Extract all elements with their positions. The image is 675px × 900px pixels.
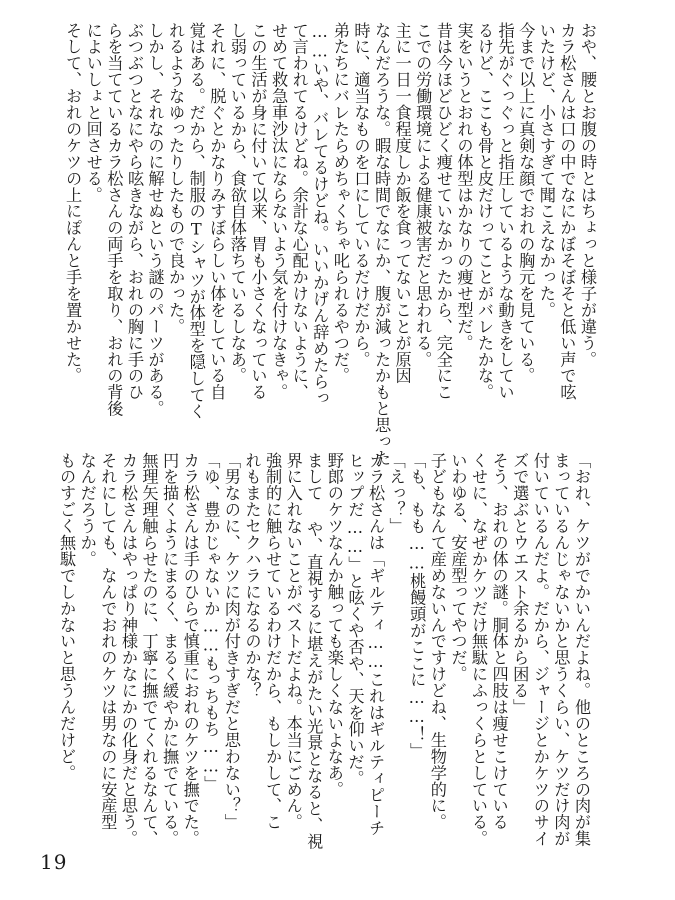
page-number: 19	[40, 850, 68, 874]
text-line: 「も、もも……桃饅頭がここに……！」	[407, 452, 427, 760]
text-line: 界に入れないことがベストだよね。本当にごめん。	[283, 452, 303, 831]
text-line: カラ松さんは口の中でなにかぼそぼそと低い声で呟	[557, 22, 577, 401]
text-line: なんだろうか。	[77, 452, 97, 568]
text-line: そう、おれの体の謎。胴体と四肢は痩せこけている	[489, 452, 509, 831]
text-line: それに、脱ぐとかなりみすぼらしい体をしている自	[207, 22, 227, 401]
text-line: 「ゆ、豊かじゃないか……もっちもち……」	[201, 452, 221, 793]
text-line: 「男なのに、ケツに肉が付きすぎだと思わない？」	[221, 452, 241, 831]
upper-text-block	[62, 22, 597, 467]
text-line: ……いや、バレてるけどね。いいかげん辞めたらっ	[310, 22, 330, 406]
text-line: まっているんじゃないかと思うくらい、ケツだけ肉が	[551, 452, 571, 847]
text-line: この生活が身に付いて以来、胃も小さくなっている	[248, 22, 268, 401]
text-line: カラ松さんは手のひらで慎重におれのケツを撫でた。	[180, 452, 200, 847]
text-line: 「おれ、ケツがでかいんだよね。他のところの肉が集	[572, 452, 591, 847]
text-line: るけど、ここも骨と皮だけってことがバレたかな。	[475, 22, 495, 401]
text-line: まして や、直視するに堪えがたい光景となると、視	[304, 452, 324, 850]
text-line: 無理矢理触らせたのに、丁寧に撫でてくれるなんて、	[139, 452, 159, 847]
text-line: ものすごく無駄でしかないと思うんだけど。	[57, 452, 77, 781]
text-line: ぶつぶつとなにやら呟きながら、おれの胸に手のひ	[124, 22, 144, 401]
text-line: なんだろうな。暇な時間でなにか、腹が減ったかもと思った	[372, 22, 392, 467]
text-line: 野郎のケツなんか触っても楽しくないよなあ。	[324, 452, 344, 798]
text-line: 「えっ？」	[386, 452, 406, 535]
text-line: 指先がぐっぐっと指圧しているような動きをしてい	[495, 22, 515, 401]
text-line: 実をいうとおれの体型はかなりの痩せ型だ。	[454, 22, 474, 351]
text-line: れるようなゆったりしたもので良かった。	[166, 22, 186, 335]
text-line: 強制的に触らせているわけだから、もしかして、こ	[263, 452, 283, 831]
text-line: れもまたセクハラになるのかな？	[242, 452, 262, 699]
text-line: 子どもなんて産めないんですけどね、生物学的に。	[427, 452, 447, 831]
text-line: 時に、適当なものを口にしているだけだから。	[351, 22, 371, 368]
text-line: 円を描くようにまるく、まるく緩やかに撫でている。	[160, 452, 180, 847]
text-line: せめて救急車沙汰にならないよう気を付けなきゃ。	[269, 22, 289, 401]
text-line: し弱っているから、食欲自体落ちているしなあ。	[227, 22, 247, 384]
text-line: 昔は今ほどひどく痩せていなかったから、完全にこ	[433, 22, 453, 401]
text-line: いわゆる、安産型ってやつだ。	[448, 452, 468, 683]
text-line: それにしても、なんでおれのケツは男なのに安産型	[98, 452, 118, 831]
text-line: くせに、なぜかケツだけ無駄にふっくらとしている。	[469, 452, 489, 847]
text-line: 覚はある。だから、制服のTシャツが体型を隠してく	[186, 22, 206, 420]
text-line: 主に一日一食程度しか飯を食ってないことが原因	[392, 22, 412, 384]
text-line: カラ松さんは「ギルティ……これはギルティピーチ	[366, 452, 386, 836]
text-line: しかし、それなのに解せぬという謎のパーツがある。	[145, 22, 165, 417]
text-line: らを当てているカラ松さんの両手を取り、おれの背後	[104, 22, 124, 417]
text-line: 弟たちにバレたらめちゃくちゃ叱られるやつだ。	[330, 22, 350, 384]
lower-text-block	[56, 452, 591, 850]
text-line: カラ松さんはやっぱり神様かなにかの化身だと思う。	[118, 452, 138, 847]
text-line: おや、腰とお腹の時とはちょっと様子が違う。	[578, 22, 597, 368]
text-line: て言われてるけどね。余計な心配かけないように、	[289, 22, 309, 401]
text-line: ズで選ぶとウエスト余るから困る」	[510, 452, 530, 716]
text-line: 付いているんだよ。だから、ジャージとかケツのサイ	[530, 452, 550, 847]
text-line: いたけど、小さすぎて聞こえなかった。	[536, 22, 556, 319]
text-line: によいしょと回させる。	[83, 22, 103, 203]
text-line: 今まで以上に真剣な顔でおれの胸元を見ている。	[516, 22, 536, 384]
text-line: そして、おれのケツの上にぽんと手を置かせた。	[63, 22, 83, 384]
text-line: ヒップだ……」と呟くや否や、天を仰いだ。	[345, 452, 365, 787]
text-line: こでの労働環境による健康被害だと思われる。	[413, 22, 433, 368]
